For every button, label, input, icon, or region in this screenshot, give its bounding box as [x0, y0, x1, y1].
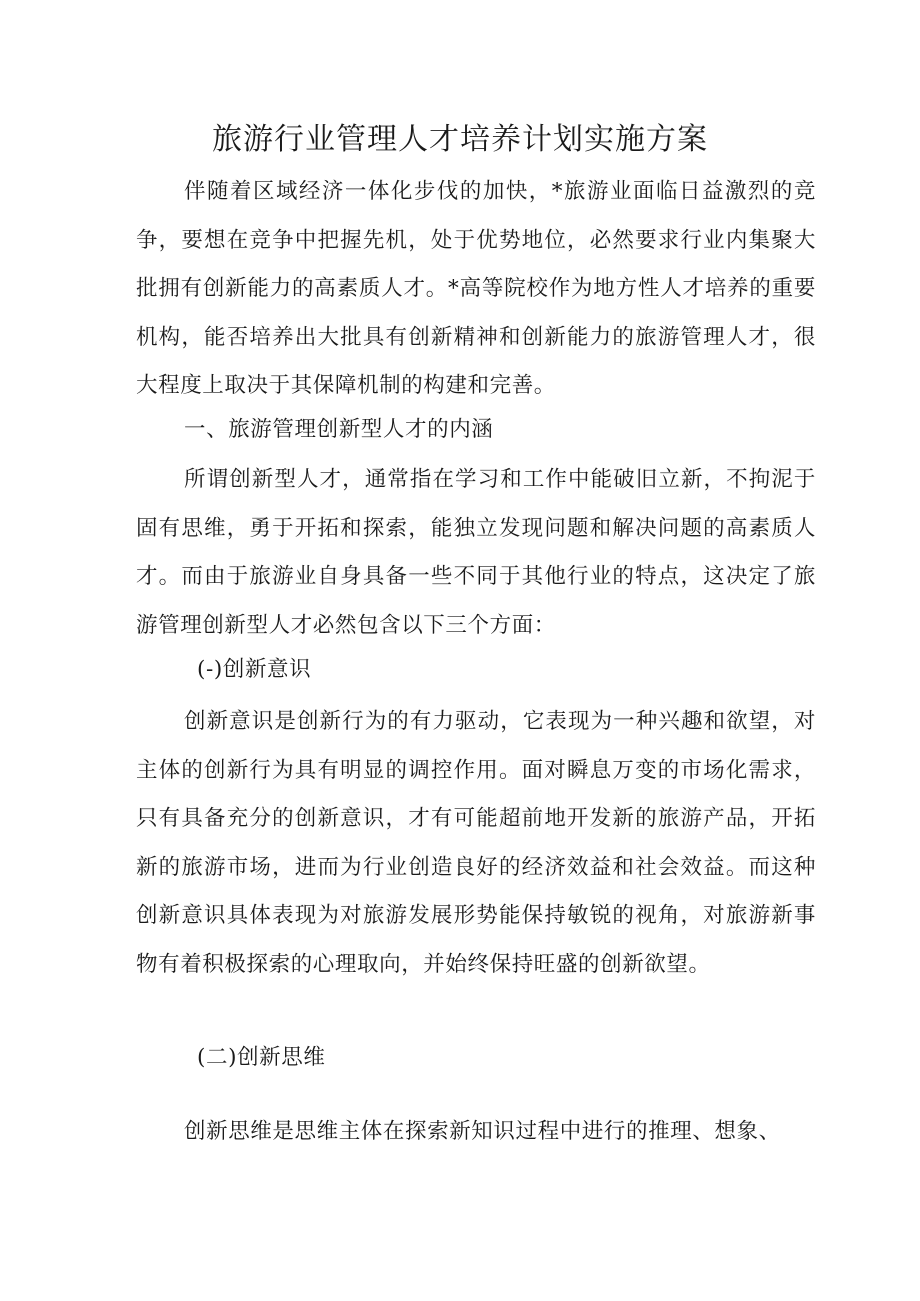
subsection-heading-innovation-thinking: (二)创新思维 — [197, 1045, 326, 1070]
subsection-heading-innovation-awareness: (-)创新意识 — [197, 657, 312, 682]
document-title: 旅游行业管理人才培养计划实施方案 — [212, 122, 708, 157]
paragraph-innovation-awareness: 创新意识是创新行为的有力驱动，它表现为一种兴趣和欲望，对主体的创新行为具有明显的调控作用。面对瞬息万变的市场化需求，只有具备充分的创新意识，才有可能超前地开发新的旅游产品，开拓新的旅游市场，进而为行业创造良好的经济效益和社会效益。而这种创新意识具体表现为对旅游发展形势能保持敏锐的视角，对旅游新事物有着积极探索的心理取向，并始终保持旺盛的创新欲望。 — [136, 709, 816, 977]
paragraph-intro: 伴随着区域经济一体化步伐的加快，*旅游业面临日益激烈的竞争，要想在竞争中把握先机，处于优势地位，必然要求行业内集聚大批拥有创新能力的高素质人才。*高等院校作为地方性人才培养的重要机构，能否培养出大批具有创新精神和创新能力的旅游管理人才，很大程度上取决于其保障机制的构建和完善。 — [136, 179, 816, 399]
paragraph-innovation-thinking: 创新思维是思维主体在探索新知识过程中进行的推理、想象、 — [184, 1119, 781, 1144]
paragraph-definition: 所谓创新型人才，通常指在学习和工作中能破旧立新，不拘泥于固有思维，勇于开拓和探索，能独立发现问题和解决问题的高素质人才。而由于旅游业自身具备一些不同于其他行业的特点，这决定了旅游管理创新型人才必然包含以下三个方面： — [136, 467, 816, 638]
section-heading-connotation: 一、旅游管理创新型人才的内涵 — [184, 417, 494, 442]
